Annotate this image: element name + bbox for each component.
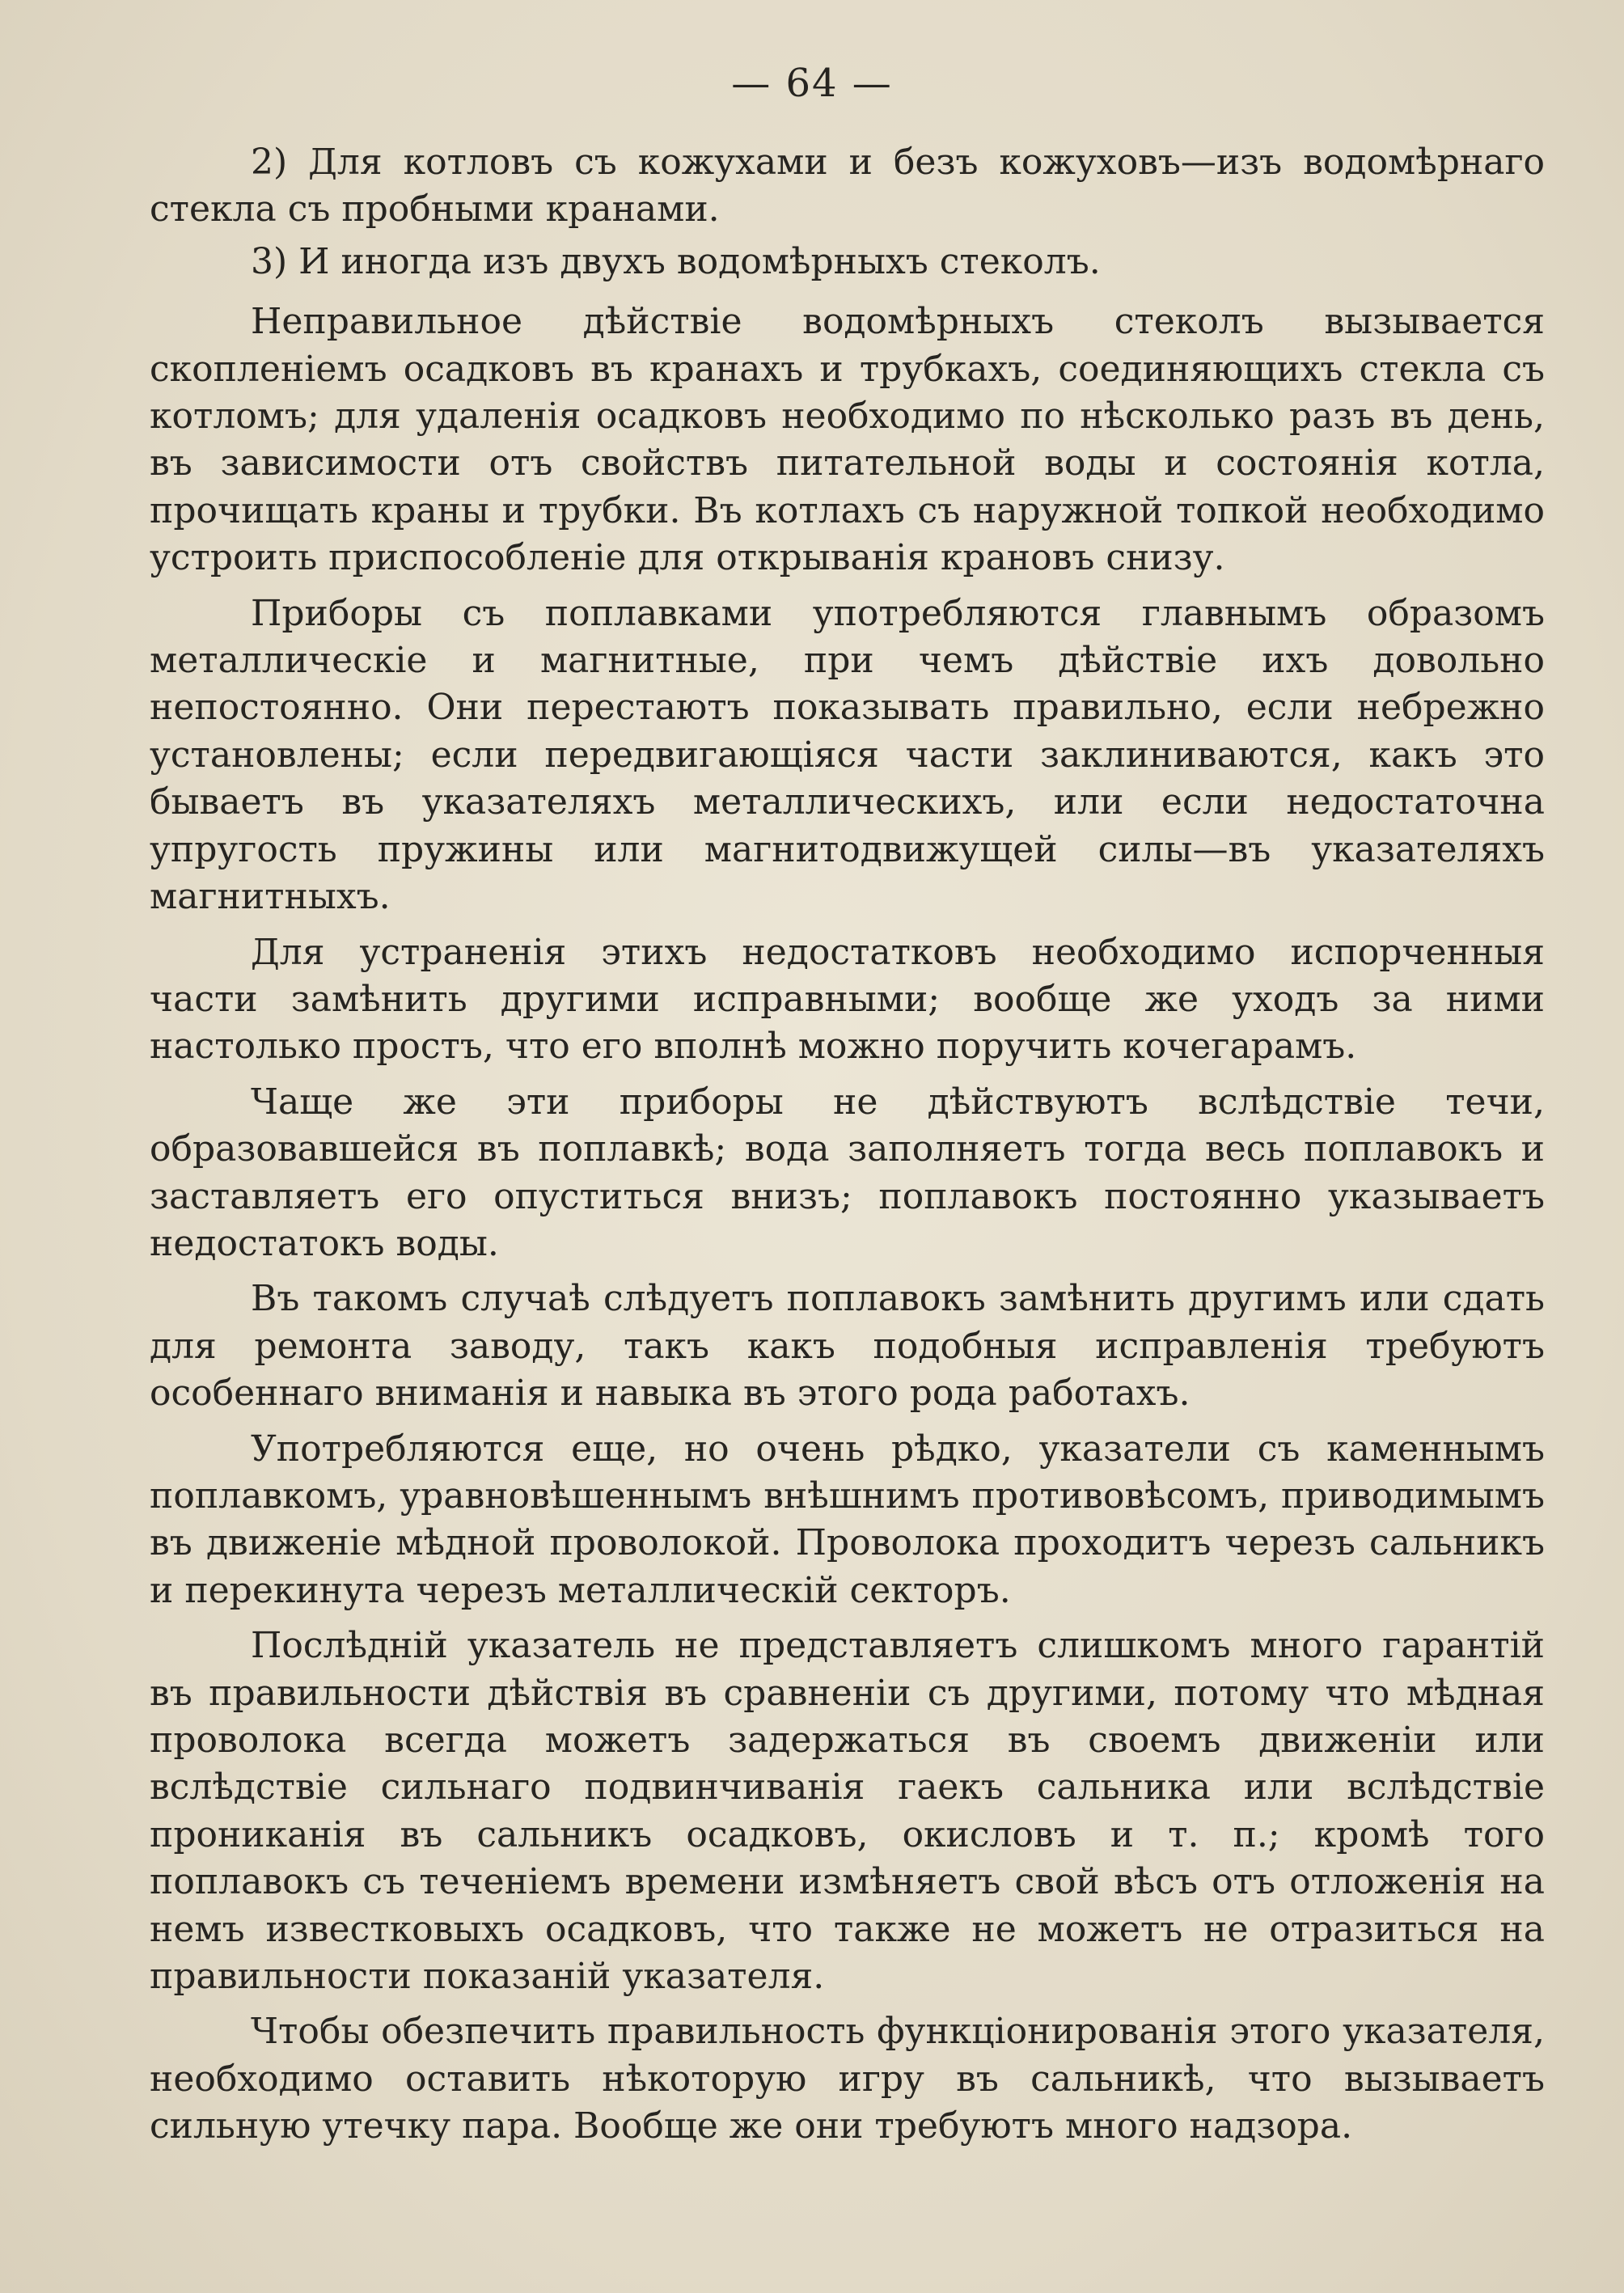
paragraph-repair-parts: Для устраненія этихъ недостатковъ необходимо испорченныя части замѣнить другими исправными; вообще же уходъ за ними настолько простъ, что его вполнѣ можно поручить кочегарамъ.: [150, 931, 1545, 1068]
paragraph-stone-float: Употребляются еще, но очень рѣдко, указатели съ каменнымъ поплавкомъ, уравновѣшеннымъ внѣшнимъ противовѣсомъ, приводимымъ въ движеніе мѣдной проволокой. Проволока проходитъ черезъ сальникъ и перекинута черезъ металлическій секторъ.: [150, 1428, 1545, 1611]
paragraph-list-item-2: 2) Для котловъ съ кожухами и безъ кожуховъ—изъ водомѣрнаго стекла съ пробными кранами.: [150, 142, 1545, 231]
paragraph-list-item-3: 3) И иногда изъ двухъ водомѣрныхъ стеколъ.: [251, 240, 1101, 282]
paragraph-last-indicator: Послѣдній указатель не представляетъ слишкомъ много гарантій въ правильности дѣйствія въ сравненіи съ другими, потому что мѣдная проволока всегда можетъ задержаться въ своемъ движеніи или вслѣдствіе сильнаго подвинчиванія гаекъ сальника или вслѣдствіе прониканія въ сальникъ осадковъ, окисловъ и т. п.; кромѣ того поплавокъ съ теченіемъ времени измѣняетъ свой вѣсъ отъ отложенія на немъ известковыхъ осадковъ, что также не можетъ не отразиться на правильности показаній указателя.: [150, 1625, 1545, 1998]
page-body: [150, 139, 1545, 2159]
paragraph-float-leak: Чаще же эти приборы не дѣйствуютъ вслѣдствіе течи, образовавшейся въ поплавкѣ; вода заполняетъ тогда весь поплавокъ и заставляетъ его опуститься внизъ; поплавокъ постоянно указываетъ недостатокъ воды.: [150, 1081, 1545, 1264]
page-number: — 64 —: [731, 61, 893, 106]
paragraph-gland-play: Чтобы обезпечить правильность функціонированія этого указателя, необходимо оставить нѣкоторую игру въ сальникѣ, что вызываетъ сильную утечку пара. Вообще же они требуютъ много надзора.: [150, 2011, 1545, 2147]
paragraph-water-gauge-faults: Неправильное дѣйствіе водомѣрныхъ стеколъ вызывается скопленіемъ осадковъ въ кранахъ и трубкахъ, соединяющихъ стекла съ котломъ; для удаленія осадковъ необходимо по нѣсколько разъ въ день, въ зависимости отъ свойствъ питательной воды и состоянія котла, прочищать краны и трубки. Въ котлахъ съ наружной топкой необходимо устроить приспособленіе для открыванія крановъ снизу.: [150, 301, 1545, 579]
paragraph-float-devices: Приборы съ поплавками употребляются главнымъ образомъ металлическіе и магнитные, при чемъ дѣйствіе ихъ довольно непостоянно. Они перестаютъ показывать правильно, если небрежно установлены; если передвигающіяся части заклиниваются, какъ это бываетъ въ указателяхъ металлическихъ, или если недостаточна упругость пружины или магнитодвижущей силы—въ указателяхъ магнитныхъ.: [150, 592, 1545, 918]
paragraph-replace-float: Въ такомъ случаѣ слѣдуетъ поплавокъ замѣнить другимъ или сдать для ремонта заводу, такъ какъ подобныя исправленія требуютъ особеннаго вниманія и навыка въ этого рода работахъ.: [150, 1278, 1545, 1415]
